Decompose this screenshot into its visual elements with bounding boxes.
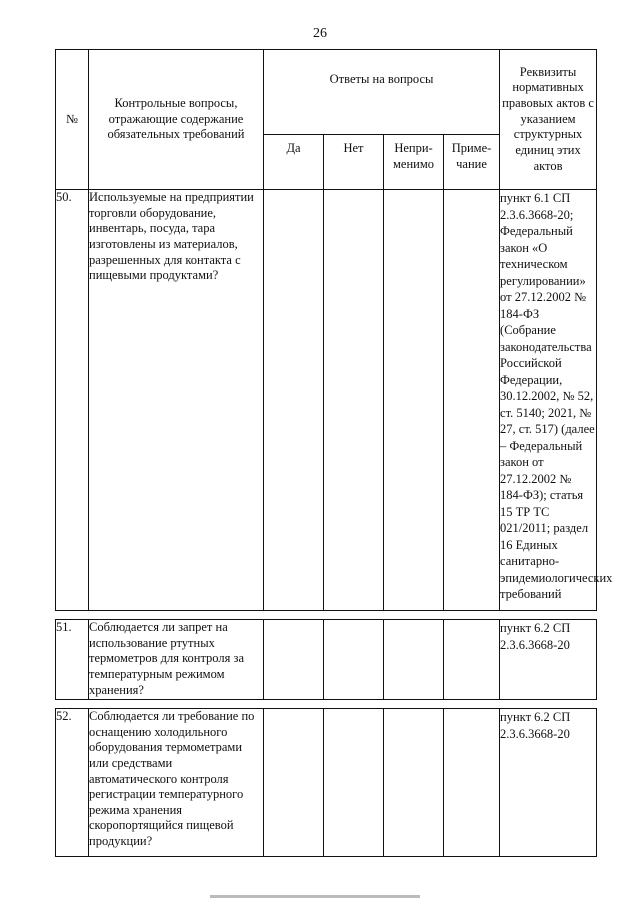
header-note-text: Приме- чание [451, 141, 492, 171]
answer-na-cell [384, 620, 444, 700]
answer-no-cell [324, 190, 384, 611]
header-note [444, 135, 500, 190]
header-no: Нет [324, 135, 384, 190]
header-questions: Контрольные вопросы, отражающие содержание обязательных требований [89, 50, 264, 190]
scan-edge-line [210, 895, 420, 898]
answer-no-cell [324, 709, 384, 857]
page-number: 26 [313, 26, 327, 41]
checklist-table [55, 49, 613, 857]
row-number: 50. [56, 190, 89, 611]
table-row [56, 620, 597, 700]
row-number: 52. [56, 709, 89, 857]
answer-no-cell [324, 620, 384, 700]
answer-na-cell [384, 709, 444, 857]
header-not-applicable [384, 135, 444, 190]
answer-na-cell [384, 190, 444, 611]
header-yes: Да [264, 135, 324, 190]
header-requisites: Реквизиты нормативных правовых актов с указанием структурных единиц этих актов [500, 50, 597, 190]
answer-yes-cell [264, 620, 324, 700]
header-number: № [56, 50, 89, 190]
table-row [56, 190, 597, 611]
row-gap [56, 611, 597, 620]
answer-note-cell [444, 190, 500, 611]
row-reference: пункт 6.1 СП 2.3.6.3668-20; Федеральный закон «О техническом регулировании» от 27.12.2002 № 184-ФЗ (Собрание законодательства Российской Федерации, 30.12.2002, № 52, ст. 5140; 2021, № 27, ст. 517) (далее – Федеральный закон от 27.12.2002 № 184-ФЗ); статья 15 ТР ТС 021/2011; раздел 16 Единых санитарно-эпидемиологических требований [500, 190, 597, 611]
row-question: Соблюдается ли запрет на использование ртутных термометров для контроля за температурным режимом хранения? [89, 620, 264, 700]
row-question: Соблюдается ли требование по оснащению холодильного оборудования термометрами или средствами автоматического контроля регистрации температурного режима хранения скоропортящийся пищевой продукции? [89, 709, 264, 857]
answer-note-cell [444, 620, 500, 700]
row-number: 51. [56, 620, 89, 700]
answer-note-cell [444, 709, 500, 857]
answer-yes-cell [264, 709, 324, 857]
header-na-text: Непри- менимо [393, 141, 434, 171]
table-row [56, 709, 597, 857]
row-reference: пункт 6.2 СП 2.3.6.3668-20 [500, 709, 597, 857]
row-gap [56, 700, 597, 709]
row-reference: пункт 6.2 СП 2.3.6.3668-20 [500, 620, 597, 700]
header-answers: Ответы на вопросы [264, 50, 500, 135]
answer-yes-cell [264, 190, 324, 611]
row-question: Используемые на предприятии торговли оборудование, инвентарь, посуда, тара изготовлены из материалов, разрешенных для контакта с пищевыми продуктами? [89, 190, 264, 611]
